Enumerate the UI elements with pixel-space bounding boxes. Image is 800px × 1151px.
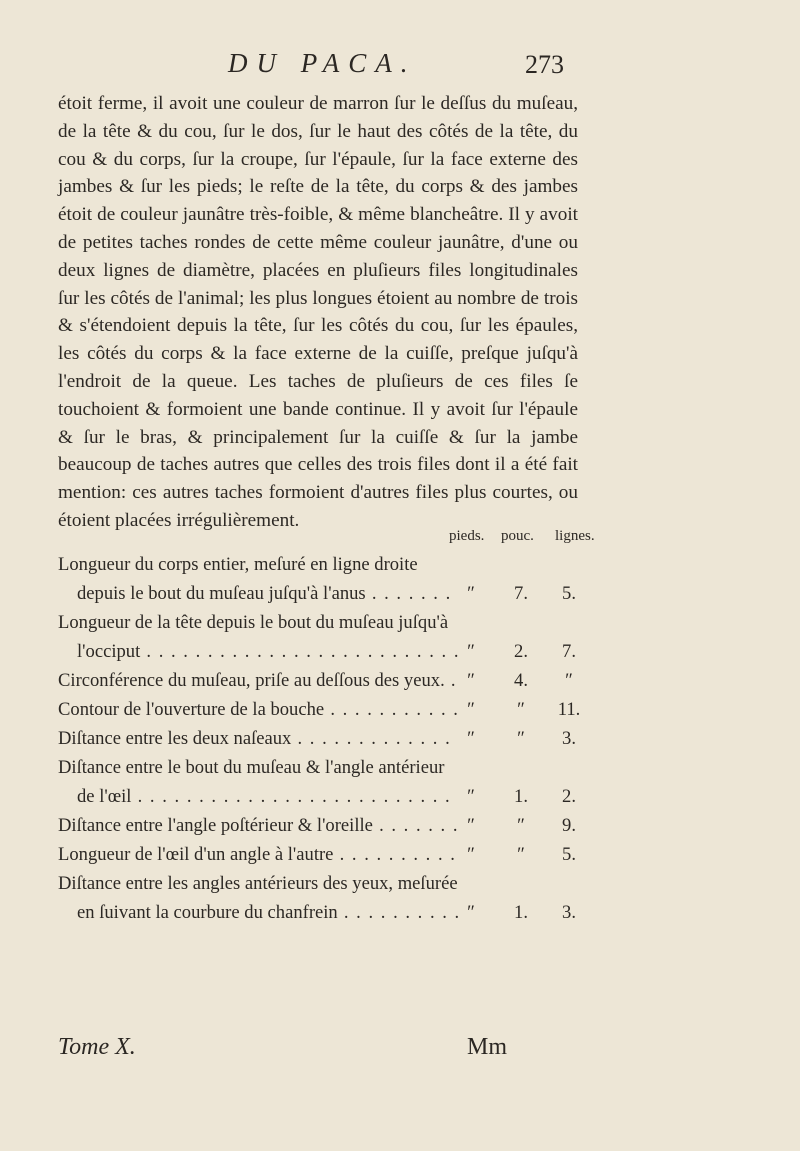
measurement-pieds: ″ xyxy=(467,786,475,807)
measurement-units-header xyxy=(0,528,800,550)
measurement-pieds: ″ xyxy=(467,583,475,604)
volume-label: Tome X. xyxy=(58,1034,136,1060)
measurement-row xyxy=(58,666,598,695)
measurement-pieds: ″ xyxy=(467,699,475,720)
page-footer xyxy=(0,1034,800,1070)
running-title: DU PACA. xyxy=(228,48,417,78)
measurement-lignes: 9. xyxy=(562,815,576,836)
measurement-row xyxy=(58,898,598,927)
measurement-lignes: 5. xyxy=(562,844,576,865)
measurement-lignes: 3. xyxy=(562,902,576,923)
measurement-lignes: 2. xyxy=(562,786,576,807)
measurement-pouces: 4. xyxy=(514,670,528,691)
measurement-label: Longueur du corps entier, meſuré en ligne droite xyxy=(58,554,418,575)
measurement-row xyxy=(58,782,598,811)
measurement-row xyxy=(58,695,598,724)
measurement-pieds: ″ xyxy=(467,641,475,662)
measurement-lignes: 3. xyxy=(562,728,576,749)
measurement-label: depuis le bout du muſeau juſqu'à l'anus . . . xyxy=(77,579,458,608)
measurement-row xyxy=(58,608,598,637)
measurement-lignes: 7. xyxy=(562,641,576,662)
measurement-label: Diſtance entre le bout du muſeau & l'angle antérieur xyxy=(58,757,445,778)
measurement-row xyxy=(58,811,598,840)
measurement-pieds: ″ xyxy=(467,670,475,691)
measurement-row xyxy=(58,637,598,666)
measurement-row xyxy=(58,869,598,898)
measurement-label: l'occiput . . . xyxy=(77,637,458,666)
measurement-pieds: ″ xyxy=(467,844,475,865)
measurement-pouces: 2. xyxy=(514,641,528,662)
measurement-pouces: ″ xyxy=(517,699,525,720)
page-header xyxy=(0,48,800,88)
measurement-table xyxy=(58,550,598,927)
measurement-pouces: ″ xyxy=(517,844,525,865)
measurement-row xyxy=(58,840,598,869)
measurement-label: Diſtance entre les angles antérieurs des yeux, meſurée xyxy=(58,873,458,894)
measurement-label: Diſtance entre les deux naſeaux . . . xyxy=(58,724,458,753)
unit-lignes: lignes. xyxy=(555,528,595,544)
body-paragraph: étoit ferme, il avoit une couleur de marron ſur le deſſus du muſeau, de la tête & du cou, ſur le dos, ſur le haut des côtés de la tête, du cou & du corps, ſur la croupe, ſur l'épaule, ſur la face externe des jambes & ſur les pieds; le reſte de la tête, du corps & des jambes étoit de couleur jaunâtre très-foible, & même blancheâtre. Il y avoit de petites taches rondes de cette même couleur jaunâtre, d'une ou deux lignes de diamètre, placées en pluſieurs files longitudinales ſur les côtés de l'animal; les plus longues étoient au nombre de trois & s'étendoient depuis la tête, ſur les côtés du cou, ſur les épaules, les côtés du corps & la face externe de la cuiſſe, preſque juſqu'à l'endroit de la queue. Les taches de pluſieurs de ces files ſe touchoient & formoient une bande continue. Il y avoit ſur l'épaule & ſur le bras, & principalement ſur la cuiſſe & ſur la jambe beaucoup de taches autres que celles des trois files dont il a été fait mention: ces autres taches formoient d'autres files plus courtes, ou étoient placées irrégulièrement. xyxy=(58,93,578,531)
measurement-pouces: ″ xyxy=(517,815,525,836)
measurement-pieds: ″ xyxy=(467,902,475,923)
measurement-pieds: ″ xyxy=(467,728,475,749)
measurement-lignes: 5. xyxy=(562,583,576,604)
measurement-row xyxy=(58,724,598,753)
measurement-pouces: 7. xyxy=(514,583,528,604)
signature-mark: Mm xyxy=(467,1034,508,1060)
measurement-label: Diſtance entre l'angle poſtérieur & l'oreille . . . xyxy=(58,811,458,840)
measurement-row xyxy=(58,753,598,782)
measurement-pieds: ″ xyxy=(467,815,475,836)
measurement-pouces: ″ xyxy=(517,728,525,749)
measurement-pouces: 1. xyxy=(514,786,528,807)
measurement-label: Longueur de la tête depuis le bout du muſeau juſqu'à xyxy=(58,612,449,633)
measurement-label: en ſuivant la courbure du chanfrein . . . xyxy=(77,898,458,927)
measurement-label: de l'œil . . . xyxy=(77,782,458,811)
measurement-lignes: 11. xyxy=(557,699,581,720)
measurement-row xyxy=(58,550,598,579)
page-number: 273 xyxy=(525,50,564,79)
unit-pouces: pouc. xyxy=(501,528,534,544)
measurement-label: Longueur de l'œil d'un angle à l'autre . . . xyxy=(58,840,458,869)
measurement-label: Circonférence du muſeau, priſe au deſſous des yeux. . . . xyxy=(58,666,458,695)
measurement-pouces: 1. xyxy=(514,902,528,923)
measurement-label: Contour de l'ouverture de la bouche . . . xyxy=(58,695,458,724)
measurement-lignes: ″ xyxy=(565,670,573,691)
measurement-row xyxy=(58,579,598,608)
unit-pieds: pieds. xyxy=(449,528,485,544)
